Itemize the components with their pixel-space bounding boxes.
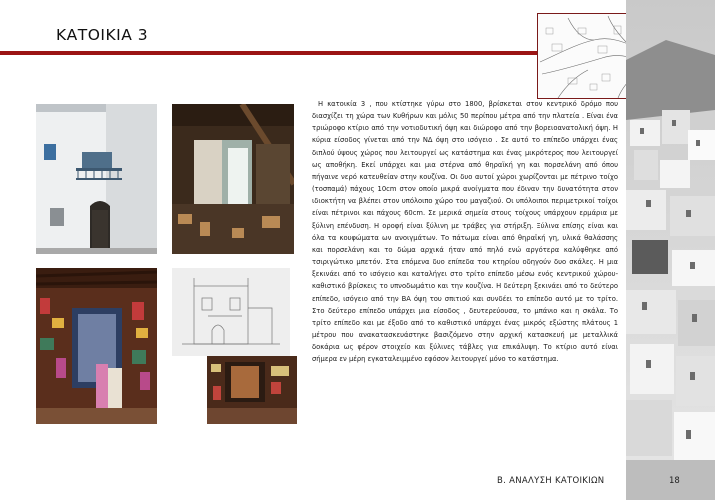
description-paragraph: Η κατοικία 3 , που κτίστηκε γύρω στο 1800, βρίσκεται στον κεντρικό δρόμο που διασχίζει τη χώρα των Κυθήρων και μόλις 50 περίπου μέτρα από την πλατεία . Είναι ένα τριώροφο κτίριο από την νοτιοδυτική όψη και διώροφο από την βορειοανατολική όψη. Η κύρια είσοδος γίνεται από την ΝΔ όψη στο ισόγειο . Σε αυτό το επίπεδο υπάρχει ένας διπλού ύψους χώρος που λειτουργεί ως κατάστημα και ένας μικρότερος που λειτουργεί ως αποθήκη. Εκεί υπάρχει και μια στέρνα από θηραϊκή γη και πορσελάνη από όπου πήγαινε νερό κατευθείαν στην κουζίνα. Οι δυο αυτοί χώροι χωρίζονται με πέτρινο τοίχο (τοσπαμά) πάχους 10cm στον οποίο μικρά ανοίγματα που έδιναν την δυνατότητα στον ιδιοκτήτη να βλέπει στον υπόλοιπο χώρο του μαγαζιού. Οι υπόλοιποι περιμετρικοί τοίχοι είναι πέτρινοι και πάχους 60cm. Σε μερικά σημεία στους τοίχους υπάρχουν ερμάρια με ξύλινη επένδυση. Η οροφή είναι ξύλινη με τράβες για στήριξη. Ξύλινα επίσης είναι και όλα τα κουφώματα ων ανοιγμάτων. Το πάτωμα είναι από θηραϊκή γη, υλικά θαλάσσης και πορσελάνη και το δώμα αρχικά ήταν από πηλό ενώ αργότερα καλύφθηκε από τσιριγώτικο μπετόν. Στα επόμενα δυο επίπεδα του κτηρίου οδηγούν δυο σκάλες. Η μια ξεκινάει από το ισόγειο και καταλήγει στο τρίτο επίπεδο μέσω ενός κεντρικού χώρου- καθιστικό βρίσκεις το υπνοδωμάτιο και την κουζίνα. Η δεύτερη ξεκινάει από το δεύτερο επίπεδο, ισόγειο από την ΒΑ όψη του σπιτιού και συνδέει το επίπεδο αυτό με το τρίτο. Στο δεύτερο επίπεδο υπάρχει μια είσοδος , δευτερεύουσα, το μπάνιο και η σκάλα. Το τρίτο επίπεδο και με έξοδο από το καθιστικό υπάρχει ένας μικρός εξώστης πλάτους 1 μέτρου που ανακατασκευάστηκε βασιζόμενο στην αρχική κατασκευή με μεταλλικά δοκάρια ως φέρον στοιχείο και ξύλινες τάβλες για επικάλυψη. Το κτίριο αυτό είναι σήμερα εν μέρη εγκαταλειμμένο εφόσον λειτουργεί μόνο το κατάστημα. bbox=[312, 100, 618, 364]
photo-shop-interior bbox=[36, 268, 157, 424]
shop-image bbox=[36, 268, 157, 424]
facade-image bbox=[36, 104, 157, 254]
accent-divider bbox=[0, 51, 620, 55]
doorway-image bbox=[172, 104, 294, 254]
shop-window-image bbox=[207, 356, 297, 424]
section-footer-label: Β. ΑΝΑΛΥΣΗ ΚΑΤΟΙΚΙΩΝ bbox=[497, 476, 605, 486]
photo-facade bbox=[36, 104, 157, 254]
page-number: 18 bbox=[669, 476, 680, 486]
page-title: ΚΑΤΟΙΚΙΑ 3 bbox=[56, 26, 149, 44]
village-photo-strip bbox=[626, 0, 715, 500]
facade-elevation-sketch bbox=[172, 268, 290, 356]
photo-shop-window bbox=[207, 356, 297, 424]
village-photo bbox=[626, 0, 715, 500]
photo-interior-doorway bbox=[172, 104, 294, 254]
sketch-image bbox=[172, 268, 290, 356]
